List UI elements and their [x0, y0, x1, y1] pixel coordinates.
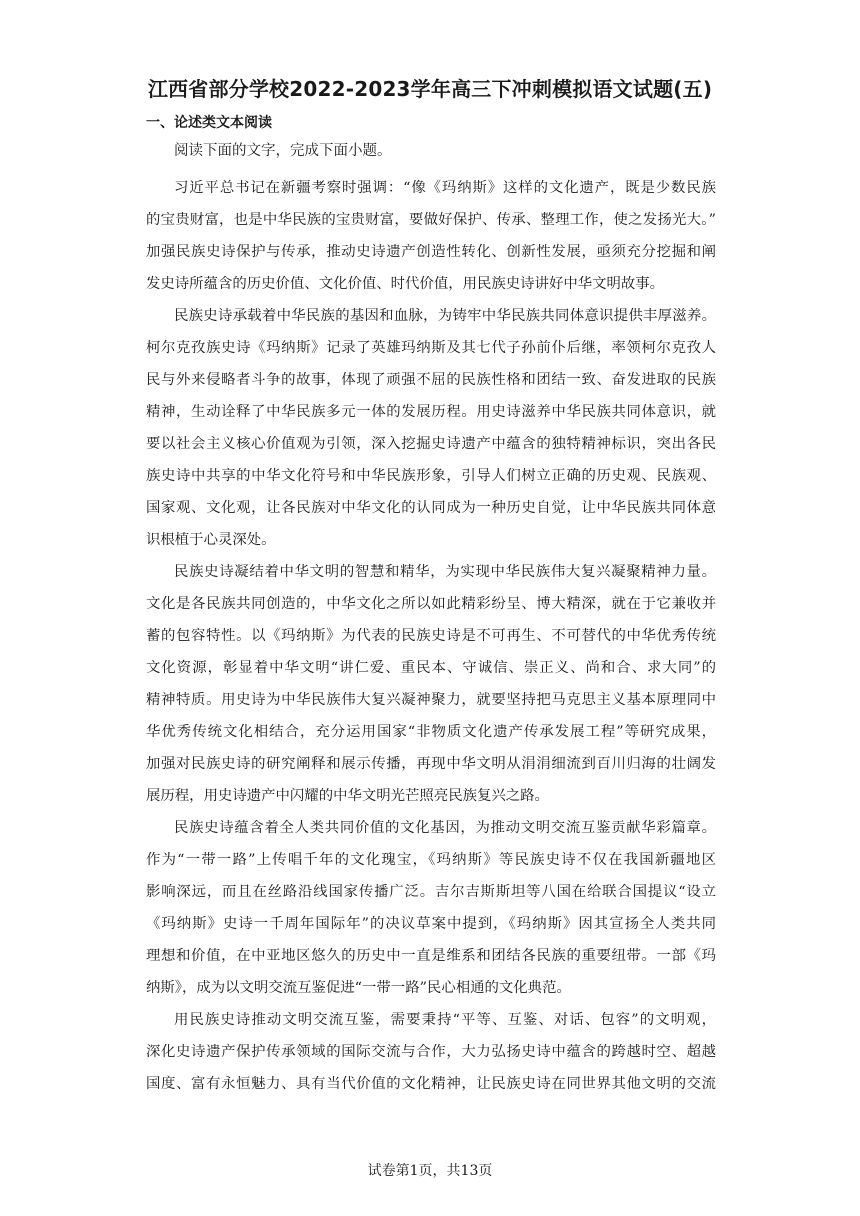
passage-line: 民族史诗凝结着中华文明的智慧和精华，为实现中华民族伟大复兴凝聚精神力量。	[174, 564, 716, 580]
exam-title: 江西省部分学校2022-2023学年高三下冲刺模拟语文试题(五)	[147, 77, 713, 101]
passage-line: 《玛纳斯》史诗一千周年国际年”的决议草案中提到，《玛纳斯》因其宣扬全人类共同	[146, 916, 716, 932]
passage-line: 要以社会主义核心价值观为引领，深入挖掘史诗遗产中蕴含的独特精神标识，突出各民	[146, 436, 716, 452]
passage-line: 发史诗所蕴含的历史价值、文化价值、时代价值，用民族史诗讲好中华文明故事。	[146, 276, 665, 292]
passage-line: 华优秀传统文化相结合，充分运用国家“非物质文化遗产传承发展工程”等研究成果，	[146, 724, 716, 740]
passage-line: 国家观、文化观，让各民族对中华文化的认同成为一种历史自觉，让中华民族共同体意	[146, 500, 716, 516]
passage-line: 习近平总书记在新疆考察时强调：“像《玛纳斯》这样的文化遗产，既是少数民族	[174, 180, 716, 196]
passage-line: 加强民族史诗保护与传承，推动史诗遗产创造性转化、创新性发展，亟须充分挖掘和阐	[146, 244, 716, 260]
passage-line: 展历程，用史诗遗产中闪耀的中华文明光芒照亮民族复兴之路。	[146, 788, 549, 804]
passage-line: 用民族史诗推动文明交流互鉴，需要秉持“平等、互鉴、对话、包容”的文明观，	[174, 1012, 716, 1028]
passage-line: 加强对民族史诗的研究阐释和展示传播，再现中华文明从涓涓细流到百川归海的壮阔发	[146, 756, 716, 772]
passage-line: 民族史诗蕴含着全人类共同价值的文化基因，为推动文明交流互鉴贡献华彩篇章。	[174, 820, 716, 836]
passage-line: 民与外来侵略者斗争的故事，体现了顽强不屈的民族性格和团结一致、奋发进取的民族	[146, 372, 716, 388]
passage-line: 蓄的包容特性。以《玛纳斯》为代表的民族史诗是不可再生、不可替代的中华优秀传统	[146, 628, 716, 644]
passage-line: 深化史诗遗产保护传承领域的国际交流与合作，大力弘扬史诗中蕴含的跨越时空、超越	[146, 1044, 716, 1060]
passage-line: 文化资源，彰显着中华文明“讲仁爱、重民本、守诚信、崇正义、尚和合、求大同”的	[146, 660, 716, 676]
passage-paragraph	[146, 172, 716, 300]
passage-line: 作为“一带一路”上传唱千年的文化瑰宝，《玛纳斯》等民族史诗不仅在我国新疆地区	[146, 852, 716, 868]
passage-paragraph	[146, 812, 716, 1004]
passage-paragraph	[146, 556, 716, 812]
passage-line: 精神特质。用史诗为中华民族伟大复兴凝神聚力，就要坚持把马克思主义基本原理同中	[146, 692, 716, 708]
passage-line: 精神，生动诠释了中华民族多元一体的发展历程。用史诗滋养中华民族共同体意识，就	[146, 404, 716, 420]
passage-line: 柯尔克孜族史诗《玛纳斯》记录了英雄玛纳斯及其七代子孙前仆后继，率领柯尔克孜人	[146, 340, 716, 356]
passage-paragraph	[146, 1004, 716, 1100]
passage-line: 民族史诗承载着中华民族的基因和血脉，为铸牢中华民族共同体意识提供丰厚滋养。	[174, 308, 716, 324]
passage-line: 国度、富有永恒魅力、具有当代价值的文化精神，让民族史诗在同世界其他文明的交流	[146, 1076, 716, 1092]
reading-passage	[146, 172, 716, 1100]
reading-instruction: 阅读下面的文字，完成下面小题。	[174, 143, 392, 159]
passage-line: 族史诗中共享的中华文化符号和中华民族形象，引导人们树立正确的历史观、民族观、	[146, 468, 716, 484]
passage-line: 纳斯》，成为以文明交流互鉴促进“一带一路”民心相通的文化典范。	[146, 980, 571, 996]
passage-line: 识根植于心灵深处。	[146, 532, 276, 548]
passage-line: 的宝贵财富，也是中华民族的宝贵财富，要做好保护、传承、整理工作，使之发扬光大。”	[146, 212, 716, 228]
page-footer: 试卷第1页，共13页	[367, 1163, 493, 1179]
passage-paragraph	[146, 300, 716, 556]
section-heading: 一、论述类文本阅读	[146, 115, 272, 131]
passage-line: 理想和价值，在中亚地区悠久的历史中一直是维系和团结各民族的重要纽带。一部《玛	[146, 948, 716, 964]
passage-line: 影响深远，而且在丝路沿线国家传播广泛。吉尔吉斯斯坦等八国在给联合国提议“设立	[146, 884, 716, 900]
passage-line: 文化是各民族共同创造的，中华文化之所以如此精彩纷呈、博大精深，就在于它兼收并	[146, 596, 716, 612]
